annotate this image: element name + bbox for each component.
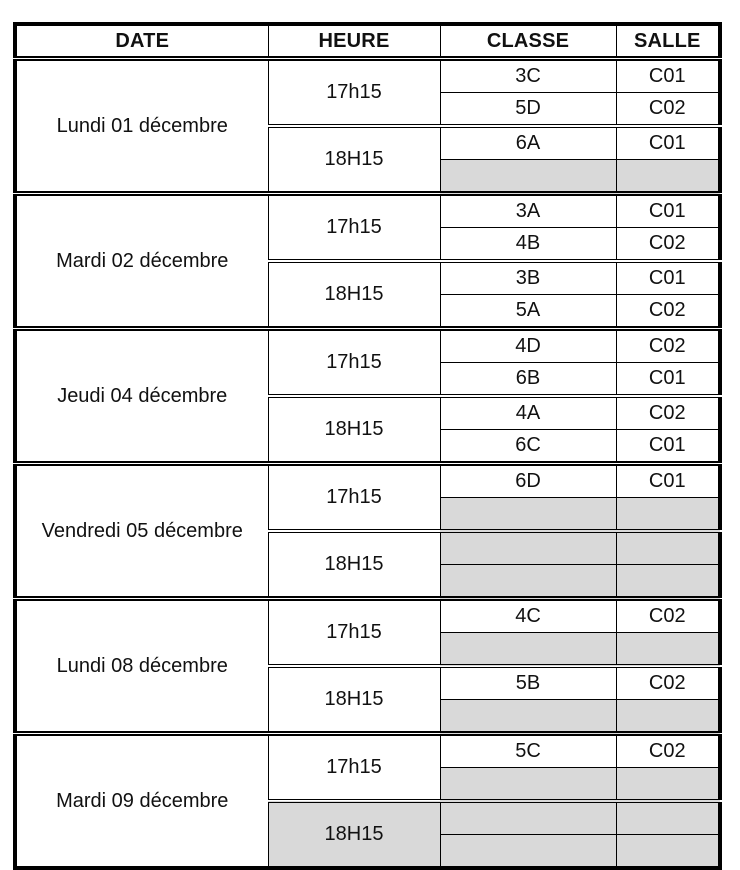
classe-cell: 4C [440,599,616,633]
classe-cell: 4B [440,228,616,262]
time-cell: 17h15 [268,194,440,262]
time-cell: 18H15 [268,666,440,734]
table-row [15,599,720,633]
classe-cell: 6C [440,430,616,464]
empty-salle-cell [616,531,720,565]
date-cell: Vendredi 05 décembre [15,464,268,599]
header-date: DATE [15,24,268,59]
time-cell: 17h15 [268,599,440,667]
empty-salle-cell [616,498,720,532]
salle-cell: C02 [616,599,720,633]
classe-cell: 3A [440,194,616,228]
time-cell: 18H15 [268,126,440,194]
empty-classe-cell [440,801,616,835]
empty-classe-cell [440,700,616,734]
time-cell: 18H15 [268,801,440,868]
salle-cell: C01 [616,59,720,93]
header-salle: SALLE [616,24,720,59]
table-row [15,734,720,768]
classe-cell: 6B [440,363,616,397]
date-cell: Lundi 01 décembre [15,59,268,194]
empty-classe-cell [440,633,616,667]
classe-cell: 5C [440,734,616,768]
time-cell: 17h15 [268,734,440,802]
time-cell: 18H15 [268,531,440,599]
salle-cell: C01 [616,363,720,397]
schedule-table [13,22,722,870]
empty-classe-cell [440,835,616,869]
table-header [15,24,720,59]
table-row [15,194,720,228]
salle-cell: C02 [616,228,720,262]
header-classe: CLASSE [440,24,616,59]
time-cell: 17h15 [268,59,440,127]
empty-salle-cell [616,160,720,194]
header-heure: HEURE [268,24,440,59]
salle-cell: C02 [616,93,720,127]
empty-classe-cell [440,498,616,532]
salle-cell: C01 [616,464,720,498]
classe-cell: 6D [440,464,616,498]
empty-classe-cell [440,565,616,599]
classe-cell: 5B [440,666,616,700]
empty-salle-cell [616,835,720,869]
salle-cell: C01 [616,126,720,160]
empty-classe-cell [440,531,616,565]
table-row [15,59,720,93]
salle-cell: C02 [616,396,720,430]
classe-cell: 4D [440,329,616,363]
classe-cell: 4A [440,396,616,430]
date-cell: Mardi 09 décembre [15,734,268,869]
salle-cell: C01 [616,194,720,228]
date-cell: Mardi 02 décembre [15,194,268,329]
table-row [15,329,720,363]
salle-cell: C01 [616,430,720,464]
empty-salle-cell [616,565,720,599]
time-cell: 18H15 [268,396,440,464]
classe-cell: 5A [440,295,616,329]
empty-classe-cell [440,160,616,194]
date-cell: Jeudi 04 décembre [15,329,268,464]
salle-cell: C01 [616,261,720,295]
empty-classe-cell [440,768,616,802]
classe-cell: 3B [440,261,616,295]
empty-salle-cell [616,633,720,667]
table-row [15,464,720,498]
header-row [15,24,720,59]
salle-cell: C02 [616,734,720,768]
classe-cell: 3C [440,59,616,93]
salle-cell: C02 [616,329,720,363]
empty-salle-cell [616,768,720,802]
salle-cell: C02 [616,666,720,700]
classe-cell: 5D [440,93,616,127]
time-cell: 17h15 [268,329,440,397]
empty-salle-cell [616,700,720,734]
time-cell: 17h15 [268,464,440,532]
time-cell: 18H15 [268,261,440,329]
salle-cell: C02 [616,295,720,329]
empty-salle-cell [616,801,720,835]
date-cell: Lundi 08 décembre [15,599,268,734]
classe-cell: 6A [440,126,616,160]
table-body [15,59,720,869]
